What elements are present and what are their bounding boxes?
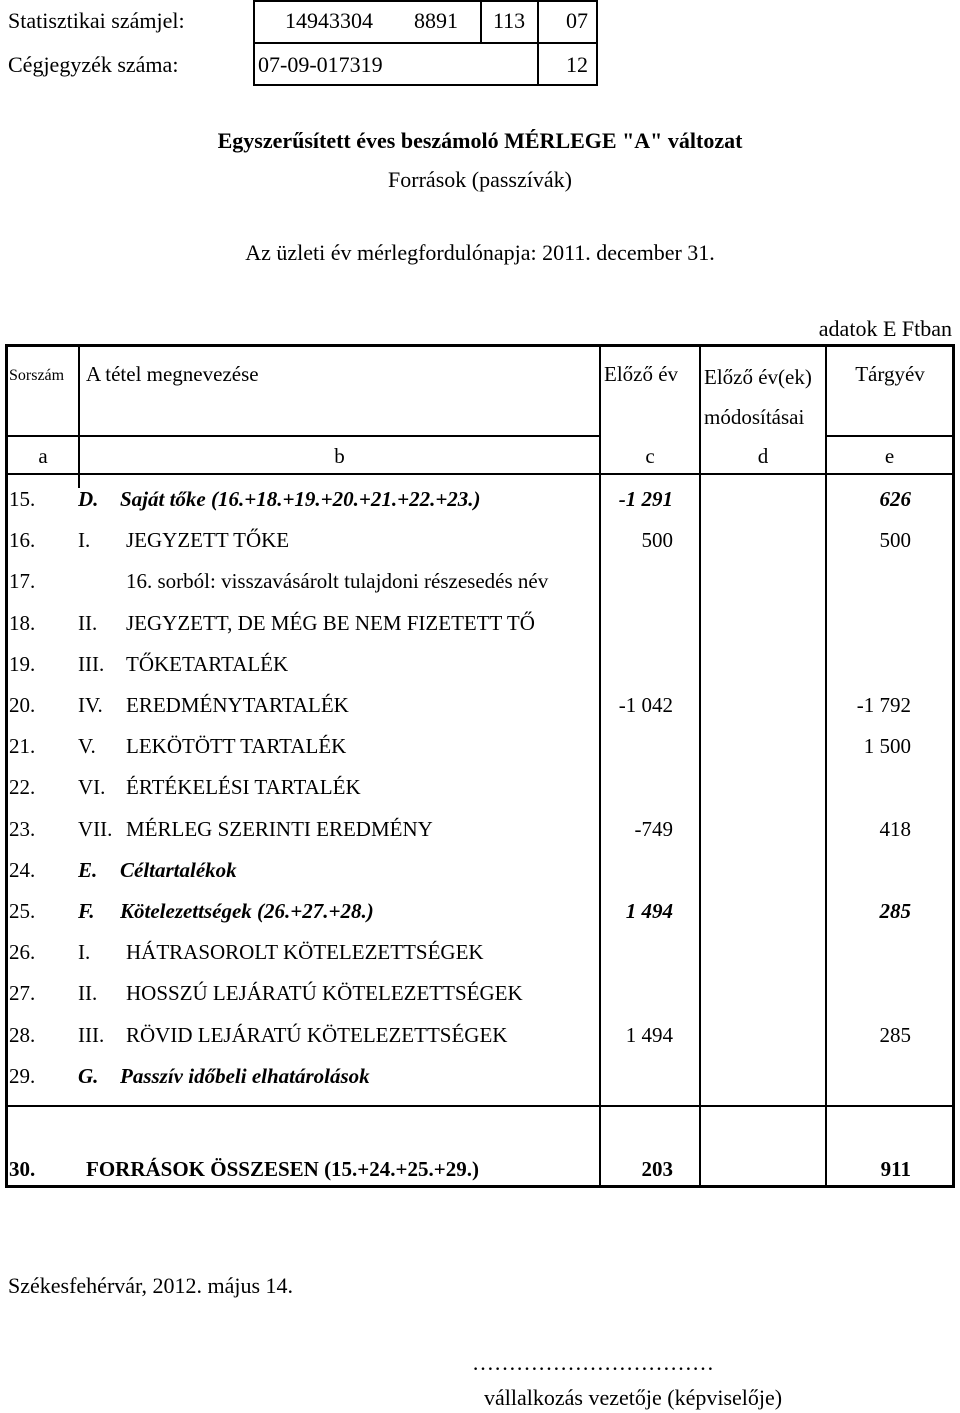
col-letter-e: e	[884, 444, 895, 468]
row-number: 17.	[9, 569, 36, 593]
signer-title: vállalkozás vezetője (képviselője)	[484, 1385, 783, 1410]
balance-date: Az üzleti év mérlegfordulónapja: 2011. december 31.	[245, 240, 715, 265]
row-number: 22.	[9, 775, 36, 799]
row-number: 29.	[9, 1064, 36, 1088]
row-code: II.	[78, 981, 98, 1005]
col-header-name: A tétel megnevezése	[86, 362, 259, 386]
col-header-prev: Előző év	[604, 362, 679, 386]
row-name: Saját tőke (16.+18.+19.+20.+21.+22.+23.)	[120, 487, 481, 511]
col-letter-d: d	[757, 444, 769, 468]
row-code: III.	[78, 652, 105, 676]
signature-line: ……………………………	[472, 1350, 714, 1375]
row-name: HÁTRASOROLT KÖTELEZETTSÉGEK	[126, 940, 484, 964]
row-code: III.	[78, 1023, 105, 1047]
row-number: 16.	[9, 528, 36, 552]
row-name: JEGYZETT TŐKE	[126, 528, 290, 552]
divider	[537, 2, 539, 42]
row-name: MÉRLEG SZERINTI EREDMÉNY	[126, 817, 433, 841]
total-prev-value: 203	[641, 1157, 673, 1181]
divider	[537, 44, 539, 84]
row-number: 26.	[9, 940, 36, 964]
col-letter-a: a	[38, 444, 48, 468]
row-code: I.	[78, 528, 91, 552]
row-code: F.	[78, 899, 95, 923]
stat-number-label: Statisztikai számjel:	[8, 8, 185, 33]
row-curr-value: 285	[879, 1023, 911, 1047]
row-prev-value: -1 042	[618, 693, 673, 717]
col-header-sorszam: Sorszám	[9, 367, 65, 384]
col-letter-c: c	[645, 444, 655, 468]
balance-table	[5, 344, 955, 1188]
row-line	[8, 1105, 952, 1107]
row-name: Passzív időbeli elhatárolások	[120, 1064, 370, 1088]
page-title: Egyszerűsített éves beszámoló MÉRLEGE "A" változat	[217, 128, 743, 153]
row-number: 15.	[9, 487, 36, 511]
row-name: TŐKETARTALÉK	[126, 652, 289, 676]
page-subtitle: Források (passzívák)	[388, 167, 572, 192]
row-name: 16. sorból: visszavásárolt tulajdoni részesedés név	[126, 569, 549, 593]
row-code: IV.	[78, 693, 103, 717]
row-number: 21.	[9, 734, 36, 758]
row-curr-value: 1 500	[863, 734, 911, 758]
stat-number-part-1: 14943304	[285, 8, 373, 33]
col-letter-b: b	[334, 444, 345, 468]
row-code: VII.	[78, 817, 113, 841]
row-prev-value: -1 291	[618, 487, 673, 511]
col-header-mod-2: módosításai	[704, 405, 805, 429]
col-header-mod: Előző év(ek)	[704, 365, 812, 389]
row-number: 27.	[9, 981, 36, 1005]
row-code: II.	[78, 611, 98, 635]
row-name: Céltartalékok	[120, 858, 237, 882]
row-number: 20.	[9, 693, 36, 717]
row-code: G.	[78, 1064, 99, 1088]
row-name: RÖVID LEJÁRATÚ KÖTELEZETTSÉGEK	[126, 1023, 508, 1047]
row-code: V.	[78, 734, 96, 758]
row-number: 24.	[9, 858, 36, 882]
row-code: I.	[78, 940, 91, 964]
place-date: Székesfehérvár, 2012. május 14.	[8, 1273, 294, 1298]
row-number: 18.	[9, 611, 36, 635]
total-row-number: 30.	[9, 1157, 36, 1181]
row-prev-value: 500	[641, 528, 673, 552]
row-prev-value: 1 494	[625, 1023, 673, 1047]
col-header-curr: Tárgyév	[855, 362, 925, 386]
row-curr-value: -1 792	[856, 693, 911, 717]
row-name: HOSSZÚ LEJÁRATÚ KÖTELEZETTSÉGEK	[126, 981, 523, 1005]
row-number: 23.	[9, 817, 36, 841]
row-code: E.	[78, 858, 98, 882]
reg-number-label: Cégjegyzék száma:	[8, 52, 179, 77]
row-number: 19.	[9, 652, 36, 676]
stat-number-part-3: 113	[493, 8, 526, 33]
total-row-label: FORRÁSOK ÖSSZESEN (15.+24.+25.+29.)	[86, 1157, 479, 1181]
row-line	[825, 435, 952, 437]
row-prev-value: -749	[634, 817, 673, 841]
row-name: ÉRTÉKELÉSI TARTALÉK	[126, 775, 361, 799]
row-name: Kötelezettségek (26.+27.+28.)	[120, 899, 374, 923]
divider	[480, 2, 482, 42]
row-curr-value: 418	[879, 817, 911, 841]
row-curr-value: 500	[879, 528, 911, 552]
row-name: JEGYZETT, DE MÉG BE NEM FIZETETT TŐ	[126, 611, 535, 635]
stat-number-part-4: 07	[566, 8, 588, 33]
row-number: 28.	[9, 1023, 36, 1047]
reg-number-part-2: 12	[566, 52, 588, 77]
row-line	[8, 435, 599, 437]
row-curr-value: 285	[879, 899, 911, 923]
unit-note: adatok E Ftban	[818, 316, 952, 341]
row-line	[8, 473, 952, 475]
row-number: 25.	[9, 899, 36, 923]
row-name: EREDMÉNYTARTALÉK	[126, 693, 349, 717]
stat-number-part-2: 8891	[414, 8, 458, 33]
row-prev-value: 1 494	[625, 899, 673, 923]
row-code: D.	[78, 487, 99, 511]
row-curr-value: 626	[879, 487, 911, 511]
reg-number-part-1: 07-09-017319	[258, 52, 383, 77]
row-code: VI.	[78, 775, 106, 799]
total-curr-value: 911	[880, 1157, 911, 1181]
row-name: LEKÖTÖTT TARTALÉK	[126, 734, 347, 758]
